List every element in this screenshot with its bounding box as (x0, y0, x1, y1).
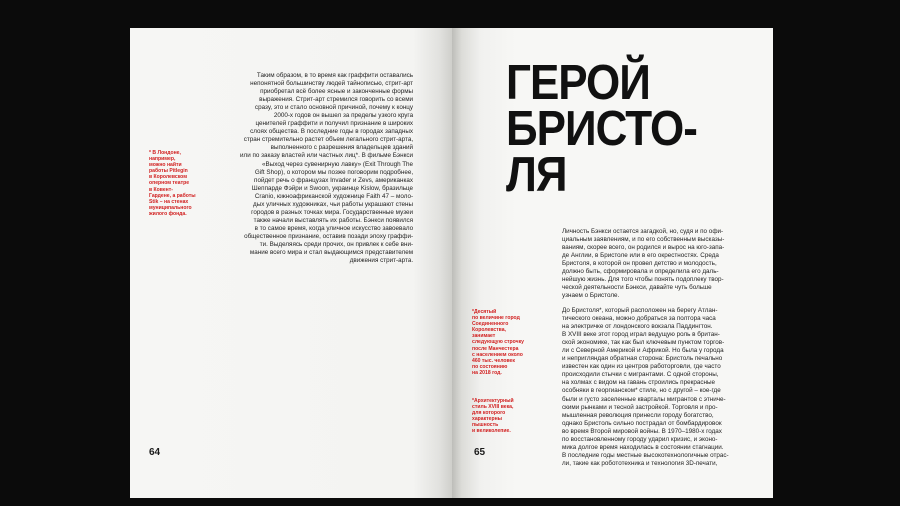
left-page (130, 28, 452, 498)
left-page-number: 64 (149, 447, 161, 458)
right-body-para-2: До Бристоля*, который расположен на берегу Атлан- тического океана, можно добраться за полтора часа на электричке от лондонского вокзала Паддингтон. В XVIII веке этот город играл ведущую роль в британ- ской экономике, так как был ключевым пунктом торгов- ли с Северной Америкой и Африкой. Но была у города и непригляндая обратная сторона: Бристоль печально известен как один из центров работорговли, где часто происходили стычки с мигрантами. С одной стороны, на холмах с видом на гавань строились прекрасные особняки в георгианском* стиле, но с другой – кое-где были и густо заселенные кварталы мигрантов с этниче- скими рынками и тесной застройкой. Торговля и про- мышленная революция принесли городу богатство, однако Бристоль сильно пострадал от бомбардировок во время Второй мировой войны. В 1970–1980-х годах по восстановленному городу ударил кризис, и эконо- мика долгое время находилась в состоянии стагнации. В последние годы местные высокотехнологичные отрас- ли, такие как робототехника и технология 3D-печати, (562, 307, 729, 467)
right-page-number: 65 (474, 447, 486, 458)
book-spread (130, 28, 773, 498)
right-footnote-bristol: *Десятый по величине город Соединенного Королевства, занимает следующую строчку после Манчестера с населением около 460 тыс. человек по состоянию на 2018 год. (472, 309, 524, 376)
left-footnote: * В Лондоне, например, можно найти работы Pitlegin в Королевском оперном театре в Ковент- Гардене, а работы Stik – на стенах муниципального жилого фонда. (149, 150, 196, 217)
chapter-title: ГЕРОЙ БРИСТО- ЛЯ (506, 55, 697, 203)
left-body-text: Таким образом, в то время как граффити оставались непонятной большинству людей тайнописью, стрит-арт приобретал всё более ясные и законченные формы выражения. Стрит-арт стремился говорить со всеми сразу, это и стало основной причиной, почему к концу 2000-х годов он вышел за пределы узкого круга ценителей граффити и получил признание в широких слоях общества. В последние годы в городах западных стран стремительно растет объем легального стрит-арта, выполненного с разрешения владельцев зданий или по заказу властей или частных лиц*. В фильме Бэнкси «Выход через сувенирную лавку» (Exit Through The Gift Shop), о котором мы позже поговорим подробнее, пойдет речь о французах Invader и Zevs, американках Шеппарде Фэйри и Swoon, украинце Kislow, бразильце Cranio, южноафриканской художнице Faith 47 – моло- дых уличных художниках, чьи работы украшают стены городов в разных точках мира. Государственные музеи также начали выставлять их работы. Бэнкси появился в то самое время, когда уличное искусство завоевало общественное признание, оставив позади эпоху граффи- ти. Выделяясь среди прочих, он привлек к себе вни- мание всего мира и стал выдающимся представителем движения стрит-арта. (240, 72, 414, 265)
right-page (452, 28, 773, 498)
right-footnote-georgian: *Архитектурный стиль XVIII века, для которого характерны пышность и великолепие. (472, 398, 514, 435)
right-body-para-1: Личность Бэнкси остается загадкой, но, судя и по офи- циальным заявлениям, и по его собственным высказы- ваниям, скорее всего, он родился и вырос на юго-запа- де Англии, в Бристоле или в его окрестностях. Среда Бристоля, в которой он провел детство и молодость, должно быть, сформировала и определила его даль- нейшую жизнь. Для того чтобы понять подоплеку твор- ческой деятельности Бэнкси, давайте чуть больше узнаем о Бристоле. (562, 228, 725, 300)
